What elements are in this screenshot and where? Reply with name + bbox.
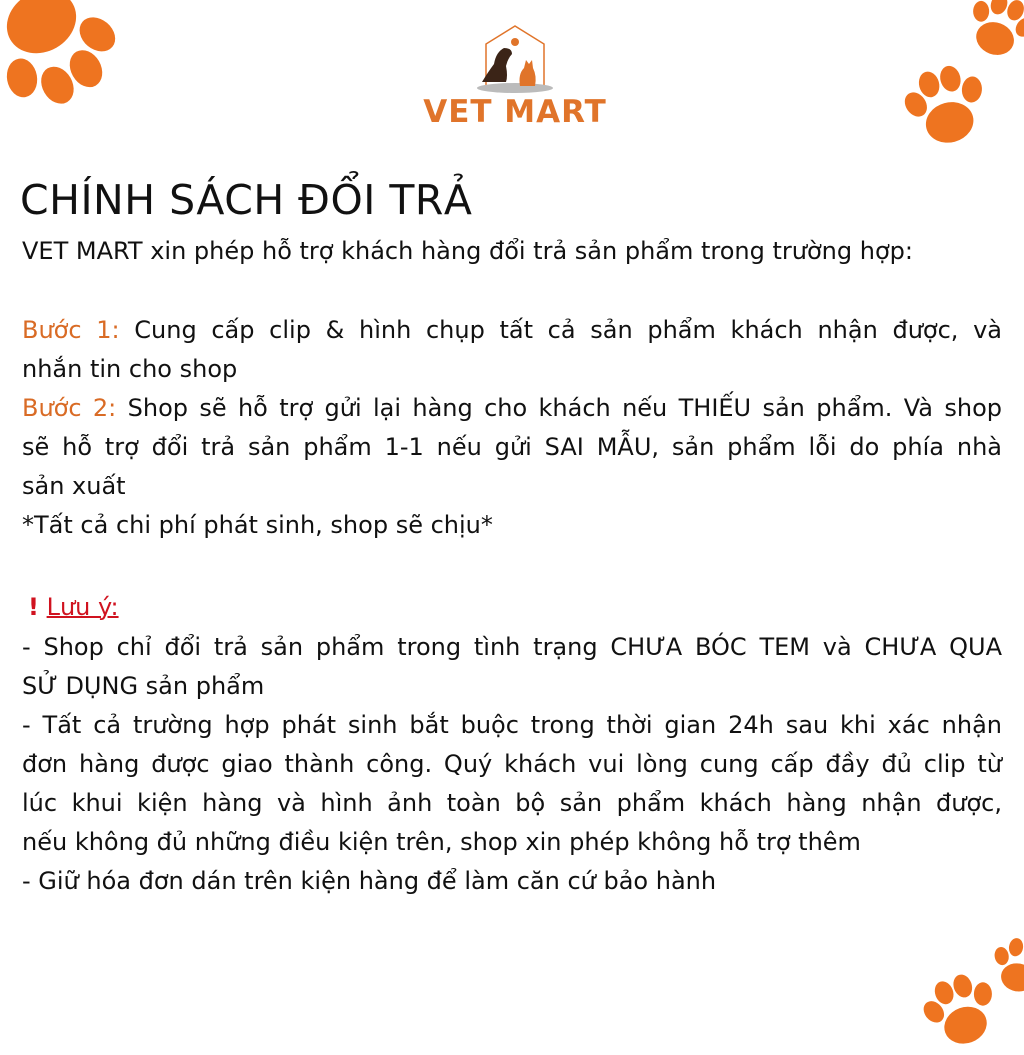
step1-label: Bước 1:: [22, 316, 120, 344]
step1-text: Cung cấp clip & hình chụp tất cả sản phẩm khách nhận được, và: [134, 316, 1002, 344]
paw-print-icon: [895, 55, 995, 155]
intro-text: VET MART xin phép hỗ trợ khách hàng đổi trả sản phẩm trong trường hợp:: [22, 237, 913, 265]
cost-note: *Tất cả chi phí phát sinh, shop sẽ chịu*: [22, 511, 493, 539]
step1-line1: [22, 313, 1002, 347]
step2-line1: [22, 391, 1002, 425]
notice-line: SỬ DỤNG sản phẩm: [22, 672, 265, 700]
step2-text: Shop sẽ hỗ trợ gửi lại hàng cho khách nếu THIẾU sản phẩm. Và shop: [127, 394, 1002, 422]
step2-line2: sẽ hỗ trợ đổi trả sản phẩm 1-1 nếu gửi SAI MẪU, sản phẩm lỗi do phía nhà: [22, 433, 1002, 461]
page-title: CHÍNH SÁCH ĐỔI TRẢ: [20, 176, 473, 224]
notice-line: đơn hàng được giao thành công. Quý khách vui lòng cung cấp đầy đủ clip từ: [22, 750, 1002, 778]
step2-line3: sản xuất: [22, 472, 126, 500]
notice-line: - Giữ hóa đơn dán trên kiện hàng để làm căn cứ bảo hành: [22, 867, 717, 895]
notice-line: lúc khui kiện hàng và hình ảnh toàn bộ sản phẩm khách hàng nhận được,: [22, 789, 1002, 817]
notice-heading: [28, 590, 119, 624]
notice-line: - Shop chỉ đổi trả sản phẩm trong tình trạng CHƯA BÓC TEM và CHƯA QUA: [22, 633, 1002, 661]
step1-line2: nhắn tin cho shop: [22, 355, 238, 383]
brand-name: VET MART: [423, 94, 607, 130]
paw-print-icon: [985, 930, 1024, 1000]
step2-label: Bước 2:: [22, 394, 117, 422]
notice-label: Lưu ý:: [46, 593, 119, 621]
notice-line: nếu không đủ những điều kiện trên, shop xin phép không hỗ trợ thêm: [22, 828, 861, 856]
vet-mart-logo: [420, 20, 610, 135]
notice-line: - Tất cả trường hợp phát sinh bắt buộc trong thời gian 24h sau khi xác nhận: [22, 711, 1002, 739]
paw-print-icon: [0, 0, 130, 120]
exclamation-icon: !: [28, 593, 39, 621]
